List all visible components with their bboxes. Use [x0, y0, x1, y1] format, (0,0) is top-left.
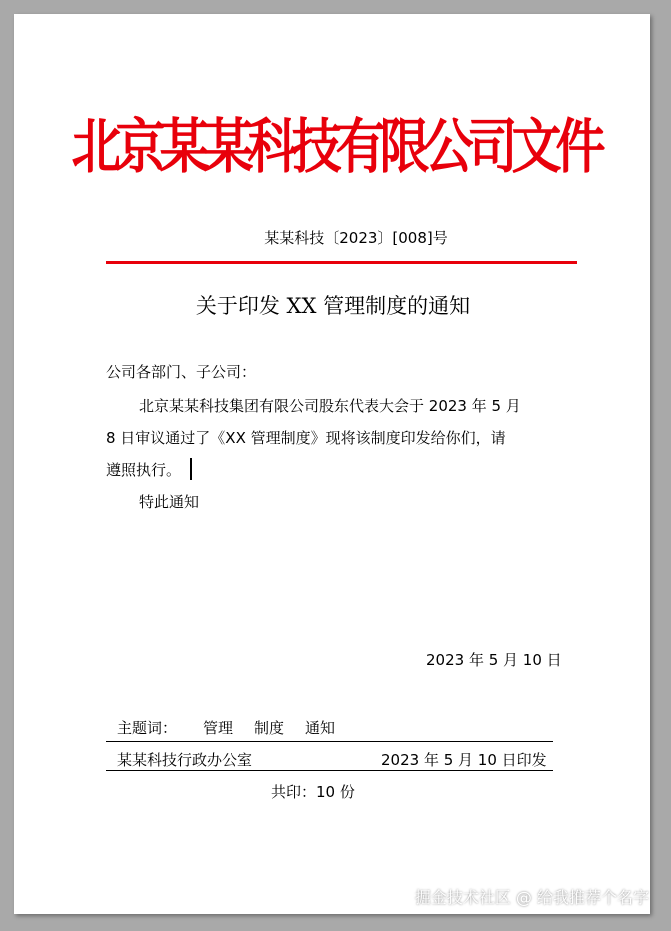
body-line-3: 遵照执行。: [106, 461, 182, 479]
copies-count: 共印：10 份: [271, 783, 355, 801]
issuer: 某某科技行政办公室: [117, 751, 253, 769]
closing-text: 特此通知: [139, 493, 200, 511]
keyword-system: 制度: [254, 719, 285, 737]
footer-rule-top: [106, 741, 553, 742]
body-line-2: 8 日审议通过了《XX 管理制度》现将该制度印发给你们，请: [106, 429, 506, 447]
keyword-notice: 通知: [305, 719, 336, 737]
body-line-1: 北京某某科技集团有限公司股东代表大会于 2023 年 5 月: [139, 397, 521, 415]
keyword-management: 管理: [203, 719, 234, 737]
document-number: 某某科技〔2023〕[008]号: [264, 229, 448, 247]
footer-rule-bottom: [106, 770, 553, 771]
header-red-rule: [106, 261, 577, 264]
text-cursor[interactable]: [190, 458, 192, 480]
keywords-label: 主题词：: [117, 719, 178, 737]
document-header-title: 北京某某科技有限公司文件: [71, 112, 600, 182]
issue-date: 2023 年 5 月 10 日印发: [381, 751, 547, 769]
watermark-text: 掘金技术社区 @ 给我推荐个名字: [414, 888, 649, 907]
notice-title: 关于印发 XX 管理制度的通知: [195, 294, 471, 318]
salutation: 公司各部门、子公司：: [106, 363, 257, 381]
notice-date: 2023 年 5 月 10 日: [426, 651, 562, 669]
